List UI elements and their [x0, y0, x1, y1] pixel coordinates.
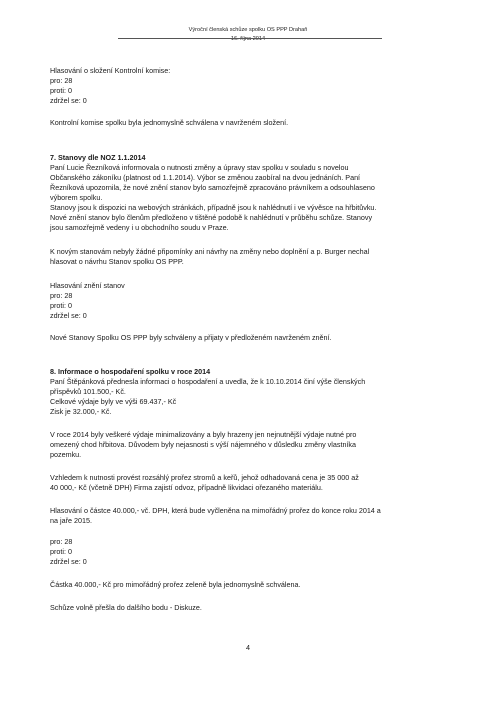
- paragraph-line: pozemku.: [50, 450, 82, 459]
- vote-for: pro: 28: [50, 291, 73, 300]
- paragraph-line: Vzhledem k nutnosti provést rozsáhlý prořez stromů a keřů, jehož odhadovaná cena je 35 000 až: [50, 473, 359, 482]
- vote-against: proti: 0: [50, 301, 72, 310]
- paragraph-line: výborem spolku.: [50, 193, 103, 202]
- header-divider: [118, 38, 382, 39]
- paragraph-line: Řezníková upozornila, že nové znění stanov bylo samozřejmě zpracováno právníkem a odsouhlaseno: [50, 183, 375, 192]
- paragraph-line: 40 000,- Kč (včetně DPH) Firma zajistí odvoz, případně likvidaci ořezaného materiálu.: [50, 483, 323, 492]
- paragraph-line: K novým stanovám nebyly žádné připomínky ani návrhy na změny nebo doplnění a p. Burger nechal: [50, 247, 370, 256]
- paragraph-line: omezený chod hřbitova. Důvodem byly nejasnosti s výší nájemného v důsledku změny vlastníka: [50, 440, 357, 449]
- resolution-statutes: Nové Stanovy Spolku OS PPP byly schváleny a přijaty v předloženém navrženém znění.: [50, 333, 332, 342]
- paragraph-line: Hlasování o částce 40.000,- vč. DPH, která bude vyčleněna na mimořádný prořez do konce roku 2014 a: [50, 506, 381, 515]
- vote-abstain: zdržel se: 0: [50, 311, 87, 320]
- paragraph-line: příspěvků 101.500,- Kč.: [50, 387, 126, 396]
- section-heading-8: 8. Informace o hospodaření spolku v roce 2014: [50, 367, 211, 376]
- header-title: Výroční členská schůze spolku OS PPP Drahaň: [188, 27, 308, 33]
- paragraph-line: Občanského zákoníku (platnost od 1.1.2014). Výbor se změnou zaobíral na dvou jednáních. Paní: [50, 173, 361, 182]
- paragraph-line: Paní Štěpánková přednesla informaci o hospodaření a uvedla, že k 10.10.2014 činí výše členských: [50, 377, 366, 386]
- closing-line: Schůze volně přešla do dalšího bodu - Diskuze.: [50, 603, 202, 612]
- section-heading-7: 7. Stanovy dle NOZ 1.1.2014: [50, 153, 146, 162]
- vote-heading-statutes: Hlasování znění stanov: [50, 281, 125, 290]
- vote-heading-control-committee: Hlasování o složení Kontrolní komise:: [50, 66, 171, 75]
- page-header: [0, 26, 496, 44]
- header-date: 16. října 2014: [230, 36, 266, 42]
- resolution-control-committee: Kontrolní komise spolku byla jednomyslně schválena v navrženém složení.: [50, 118, 289, 127]
- vote-abstain: zdržel se: 0: [50, 557, 87, 566]
- page-number: 4: [246, 643, 250, 652]
- vote-against: proti: 0: [50, 86, 72, 95]
- paragraph-line: Stanovy jsou k dispozici na webových stránkách, případně jsou k nahlédnutí i ve vývěsce na hřbitůvku.: [50, 203, 377, 212]
- vote-for: pro: 28: [50, 76, 73, 85]
- paragraph-line: Nové znění stanov bylo členům předloženo v tištěné podobě k nahlédnutí v průběhu schůze. Stanovy: [50, 213, 373, 222]
- resolution-pruning: Částka 40.000,- Kč pro mimořádný prořez zeleně byla jednomyslně schválena.: [50, 580, 301, 589]
- vote-against: proti: 0: [50, 547, 72, 556]
- paragraph-line: Paní Lucie Řezníková informovala o nutnosti změny a úpravy stav spolku v souladu s novelou: [50, 163, 349, 172]
- paragraph-line: Celkové výdaje byly ve výši 69.437,- Kč: [50, 397, 177, 406]
- paragraph-line: Zisk je 32.000,- Kč.: [50, 407, 112, 416]
- vote-abstain: zdržel se: 0: [50, 96, 87, 105]
- paragraph-line: V roce 2014 byly veškeré výdaje minimalizovány a byly hrazeny jen nejnutnější výdaje nutné pro: [50, 430, 357, 439]
- paragraph-line: hlasovat o návrhu Stanov spolku OS PPP.: [50, 257, 184, 266]
- vote-for: pro: 28: [50, 537, 73, 546]
- paragraph-line: jsou samozřejmě vedeny i u obchodního soudu v Praze.: [50, 223, 229, 232]
- paragraph-line: na jaře 2015.: [50, 516, 92, 525]
